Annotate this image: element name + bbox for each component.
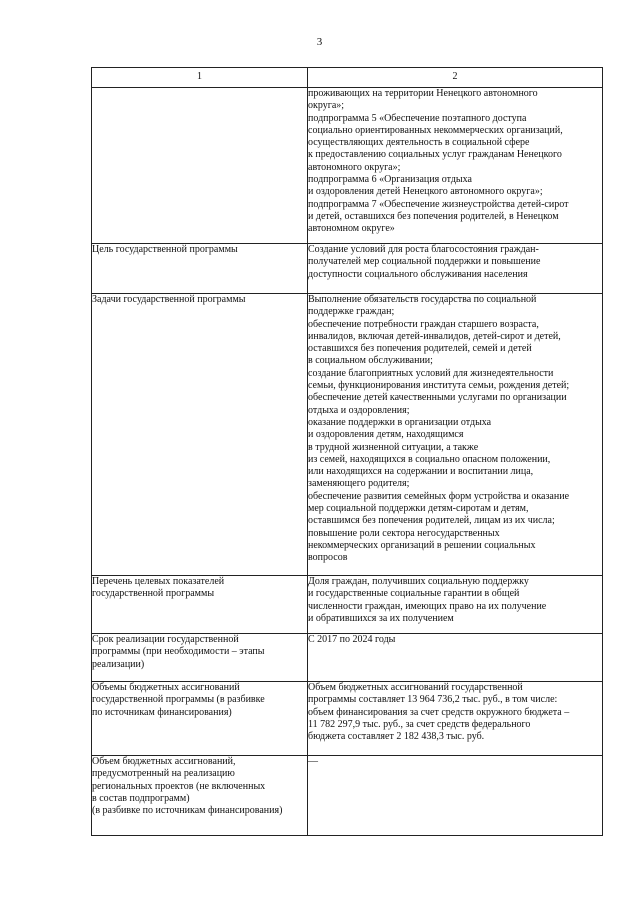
row-value-line: к предоставлению социальных услуг гражданам Ненецкого bbox=[308, 149, 562, 161]
row-value-line: отдыха и оздоровления; bbox=[308, 404, 410, 416]
row-value-line: численности граждан, имеющих право на их получение bbox=[308, 600, 547, 612]
table-row bbox=[92, 634, 603, 682]
row-value-line: объем финансирования за счет средств окружного бюджета – bbox=[308, 706, 570, 718]
row-value-line: Выполнение обязательств государства по социальной bbox=[308, 294, 537, 305]
row-value-line: вопросов bbox=[308, 552, 348, 564]
row-value-line: создание благоприятных условий для жизнедеятельности bbox=[308, 367, 554, 379]
row-value bbox=[308, 576, 603, 634]
row-label-line: (в разбивке по источникам финансирования) bbox=[92, 805, 283, 817]
table-row bbox=[92, 756, 603, 836]
row-value-line: оставшимся без попечения родителей, лицам из их числа; bbox=[308, 515, 555, 527]
row-label-line: Объемы бюджетных ассигнований bbox=[92, 682, 240, 693]
row-value-line: Создание условий для роста благосостояния граждан- bbox=[308, 244, 539, 255]
table-row bbox=[92, 682, 603, 756]
row-value-line: получателей мер социальной поддержки и повышение bbox=[308, 256, 541, 268]
row-value-line: обеспечение детей качественными услугами по организации bbox=[308, 392, 567, 404]
table-header-row bbox=[92, 68, 603, 88]
row-value bbox=[308, 88, 603, 244]
row-value-line: подпрограмма 7 «Обеспечение жизнеустройства детей-сирот bbox=[308, 198, 569, 210]
row-value-line: из семей, находящихся в социально опасном положении, bbox=[308, 453, 551, 465]
row-value-line: инвалидов, включая детей-инвалидов, детей-сирот и детей, bbox=[308, 330, 561, 342]
row-value-line: Объем бюджетных ассигнований государственной bbox=[308, 682, 523, 693]
row-value-line: заменяющего родителя; bbox=[308, 478, 410, 490]
row-value-line: социально ориентированных некоммерческих организаций, bbox=[308, 124, 563, 136]
row-value-line: программы составляет 13 964 736,2 тыс. руб., в том числе: bbox=[308, 694, 558, 706]
table-row bbox=[92, 576, 603, 634]
row-value-line: некоммерческих организаций в решении социальных bbox=[308, 539, 536, 551]
row-label-line: государственной программы (в разбивке bbox=[92, 694, 265, 706]
row-label-line: по источникам финансирования) bbox=[92, 706, 232, 718]
row-label bbox=[92, 294, 308, 576]
row-value-line: обеспечение развития семейных форм устройства и оказание bbox=[308, 490, 570, 502]
row-value-line: семьи, функционирования института семьи, рождения детей; bbox=[308, 380, 570, 392]
row-value bbox=[308, 244, 603, 294]
row-label-line: Объем бюджетных ассигнований, bbox=[92, 756, 236, 767]
row-value bbox=[308, 756, 603, 836]
row-value-line: подпрограмма 5 «Обеспечение поэтапного доступа bbox=[308, 112, 527, 124]
row-value-line: мер социальной поддержки детям-сиротам и детям, bbox=[308, 503, 529, 515]
row-value-line: округа»; bbox=[308, 100, 345, 112]
row-value-line: бюджета составляет 2 182 438,3 тыс. руб. bbox=[308, 731, 485, 743]
row-label-line: Перечень целевых показателей bbox=[92, 576, 225, 587]
row-value-line: проживающих на территории Ненецкого автономного bbox=[308, 88, 538, 99]
row-value-line: оказание поддержки в организации отдыха bbox=[308, 416, 492, 428]
row-value-line: повышение роли сектора негосударственных bbox=[308, 527, 500, 539]
row-value-line: и оздоровления детям, находящимся bbox=[308, 429, 464, 441]
column-header-2: 2 bbox=[308, 68, 603, 88]
row-label-line: Срок реализации государственной bbox=[92, 634, 239, 645]
row-label bbox=[92, 576, 308, 634]
table-row bbox=[92, 88, 603, 244]
row-value bbox=[308, 682, 603, 756]
row-value-line: и оздоровления детей Ненецкого автономного округа»; bbox=[308, 186, 543, 198]
row-value-line: в социальном обслуживании; bbox=[308, 355, 433, 367]
column-header-1: 1 bbox=[92, 68, 308, 88]
row-label-line: в состав подпрограмм) bbox=[92, 792, 190, 804]
row-label-line: Цель государственной программы bbox=[92, 244, 238, 255]
row-label bbox=[92, 756, 308, 836]
row-value bbox=[308, 294, 603, 576]
row-value-line: обеспечение потребности граждан старшего возраста, bbox=[308, 318, 539, 330]
table-body bbox=[92, 88, 603, 836]
row-value-line: осуществляющих деятельность в социальной сфере bbox=[308, 137, 530, 149]
row-label bbox=[92, 682, 308, 756]
row-value-line: и обратившихся за их получением bbox=[308, 612, 454, 624]
row-value bbox=[308, 634, 603, 682]
row-value-line: поддержке граждан; bbox=[308, 306, 395, 318]
page-number: 3 bbox=[316, 36, 323, 48]
row-value-line: автономного округа»; bbox=[308, 161, 401, 173]
program-passport-table bbox=[91, 67, 603, 836]
table-row bbox=[92, 244, 603, 294]
table-row bbox=[92, 294, 603, 576]
row-label bbox=[92, 634, 308, 682]
row-label-line: региональных проектов (не включенных bbox=[92, 780, 266, 792]
row-value-line: С 2017 по 2024 годы bbox=[308, 634, 396, 645]
row-value-line: и государственные социальные гарантии в общей bbox=[308, 588, 520, 600]
row-label bbox=[92, 244, 308, 294]
row-value-line: 11 782 297,9 тыс. руб., за счет средств федерального bbox=[308, 718, 531, 730]
row-label-line: программы (при необходимости – этапы bbox=[92, 646, 265, 658]
row-value-line: — bbox=[308, 756, 318, 767]
row-value-line: в трудной жизненной ситуации, а также bbox=[308, 441, 479, 453]
row-value-line: автономном округе» bbox=[308, 223, 395, 235]
row-value-line: или находящихся на содержании и воспитании лица, bbox=[308, 466, 534, 478]
row-label-line: реализации) bbox=[92, 658, 145, 670]
row-value-line: оставшихся без попечения родителей, семей и детей bbox=[308, 343, 532, 355]
row-label-line: предусмотренный на реализацию bbox=[92, 768, 235, 780]
row-value-line: подпрограмма 6 «Организация отдыха bbox=[308, 174, 472, 186]
row-value-line: Доля граждан, получивших социальную поддержку bbox=[308, 576, 529, 587]
row-value-line: и детей, оставшихся без попечения родителей, в Ненецком bbox=[308, 210, 559, 222]
row-value-line: доступности социального обслуживания населения bbox=[308, 268, 528, 280]
row-label-line: Задачи государственной программы bbox=[92, 294, 246, 305]
row-label bbox=[92, 88, 308, 244]
row-label-line: государственной программы bbox=[92, 588, 215, 600]
